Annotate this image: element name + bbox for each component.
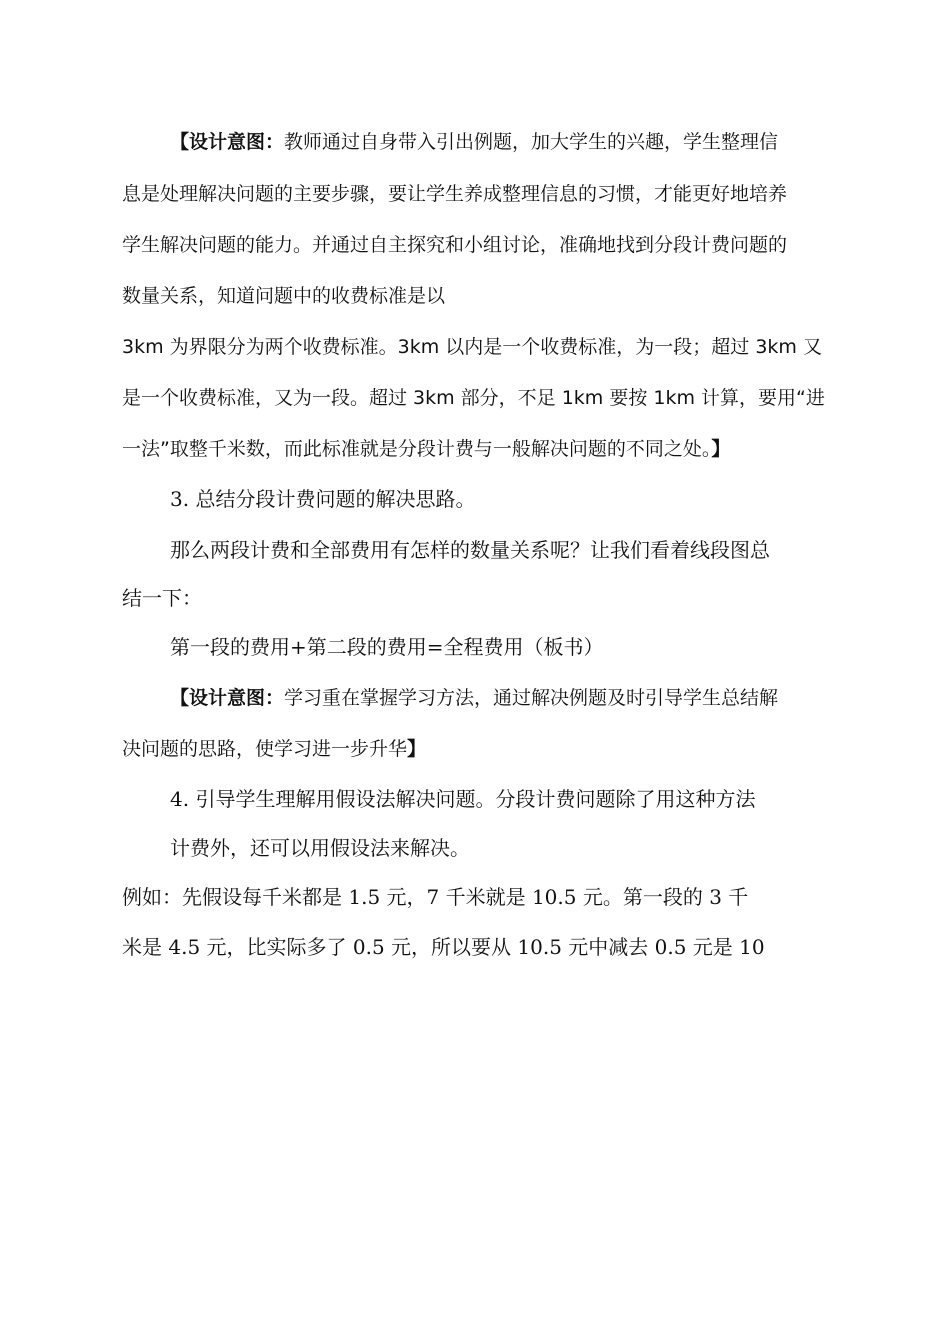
design-intent-label: 【设计意图： <box>170 687 285 709</box>
step-4-example-line-2: 米是 4.5 元，比实际多了 0.5 元，所以要从 10.5 元中减去 0.5 元是 10 <box>122 935 765 959</box>
design-intent-note-2-line-1 <box>170 689 778 708</box>
step-4-line-1: 4. 引导学生理解用假设法解决问题。分段计费问题除了用这种方法 <box>170 787 756 811</box>
note-text: 教师通过自身带入引出例题，加大学生的兴趣，学生整理信 <box>284 131 779 153</box>
bracket-close: 】 <box>711 438 731 460</box>
note-text: 学习重在掌握学习方法，通过解决例题及时引导学生总结解 <box>284 687 779 709</box>
design-intent-note-1-line-7 <box>122 440 730 459</box>
bracket-close: 】 <box>407 738 427 760</box>
design-intent-note-1-line-2: 息是处理解决问题的主要步骤，要让学生养成整理信息的习惯，才能更好地培养 <box>122 183 788 205</box>
step-3-heading: 3. 总结分段计费问题的解决思路。 <box>170 487 476 511</box>
design-intent-note-2-line-2 <box>122 740 426 759</box>
step-4-example-line-1: 例如：先假设每千米都是 1.5 元，7 千米就是 10.5 元。第一段的 3 千 <box>122 885 749 909</box>
note-text: 一法”取整千米数，而此标准就是分段计费与一般解决问题的不同之处。 <box>122 438 712 460</box>
step-4-line-2: 计费外，还可以用假设法来解决。 <box>170 836 470 860</box>
design-intent-label: 【设计意图： <box>170 131 285 153</box>
design-intent-note-1-line-3: 学生解决问题的能力。并通过自主探究和小组讨论，准确地找到分段计费问题的 <box>122 234 788 256</box>
step-3-paragraph-line-1: 那么两段计费和全部费用有怎样的数量关系呢？让我们看着线段图总 <box>170 538 770 562</box>
step-3-paragraph-line-2: 结一下： <box>122 586 202 610</box>
step-3-formula: 第一段的费用+第二段的费用=全程费用（板书） <box>170 635 604 659</box>
note-text: 决问题的思路，使学习进一步升华 <box>122 738 408 760</box>
design-intent-note-1-line-1 <box>170 133 778 152</box>
design-intent-note-1-line-4: 数量关系，知道问题中的收费标准是以 <box>122 285 446 307</box>
design-intent-note-1-line-5: 3km 为界限分为两个收费标准。3km 以内是一个收费标准，为一段；超过 3km 又 <box>122 336 822 358</box>
design-intent-note-1-line-6: 是一个收费标准，又为一段。超过 3km 部分，不足 1km 要按 1km 计算，要用“进 <box>122 387 825 409</box>
